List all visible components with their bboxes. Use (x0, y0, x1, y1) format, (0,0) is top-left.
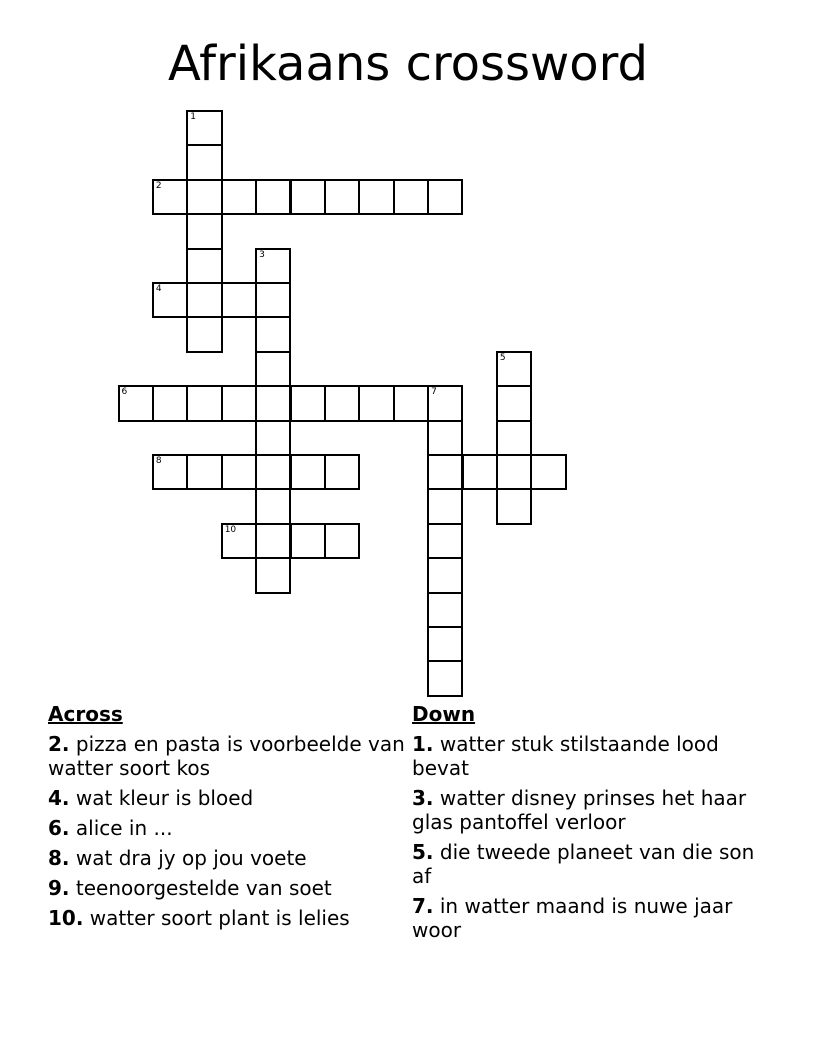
grid-cell[interactable] (427, 385, 463, 421)
clue-number: 9. (48, 876, 70, 900)
grid-cell[interactable] (427, 592, 463, 628)
across-clues (48, 702, 410, 936)
grid-cell[interactable] (152, 454, 188, 490)
grid-cell[interactable] (358, 179, 394, 215)
grid-cell[interactable] (255, 454, 291, 490)
grid-cell[interactable] (530, 454, 566, 490)
grid-cell[interactable] (496, 420, 532, 456)
clue-text: pizza en pasta is voorbeelde van watter soort kos (48, 732, 405, 780)
down-clue (412, 894, 772, 942)
cell-number: 10 (224, 524, 237, 535)
grid-cell[interactable] (152, 179, 188, 215)
grid-cell[interactable] (427, 523, 463, 559)
grid-cell[interactable] (152, 385, 188, 421)
down-clue (412, 840, 772, 888)
grid-cell[interactable] (186, 282, 222, 318)
clue-number: 6. (48, 816, 70, 840)
grid-cell[interactable] (290, 385, 326, 421)
grid-cell[interactable] (358, 385, 394, 421)
grid-cell[interactable] (496, 488, 532, 524)
cell-number: 4 (155, 284, 162, 294)
grid-cell[interactable] (221, 454, 257, 490)
clue-number: 7. (412, 894, 434, 918)
cell-number: 8 (155, 456, 162, 466)
grid-cell[interactable] (427, 557, 463, 593)
down-clues (412, 702, 772, 948)
cell-number: 6 (121, 387, 128, 398)
grid-cell[interactable] (290, 523, 326, 559)
clue-number: 2. (48, 732, 70, 756)
clue-text: die tweede planeet van die son af (412, 840, 755, 888)
grid-cell[interactable] (255, 179, 291, 215)
grid-cell[interactable] (221, 179, 257, 215)
grid-cell[interactable] (118, 385, 154, 421)
clue-text: watter disney prinses het haar glas pantoffel verloor (412, 786, 747, 834)
across-clue (48, 876, 410, 900)
grid-cell[interactable] (324, 385, 360, 421)
clue-text: wat dra jy op jou voete (75, 846, 307, 870)
grid-cell[interactable] (427, 179, 463, 215)
clue-number: 5. (412, 840, 434, 864)
grid-cell[interactable] (255, 351, 291, 387)
cell-number: 7 (431, 387, 437, 398)
across-clue (48, 732, 410, 780)
across-clue (48, 816, 410, 840)
grid-cell[interactable] (255, 385, 291, 421)
clue-text: teenoorgestelde van soet (75, 876, 332, 900)
grid-cell[interactable] (255, 523, 291, 559)
clue-number: 1. (412, 732, 434, 756)
grid-cell[interactable] (427, 454, 463, 490)
grid-cell[interactable] (186, 110, 222, 146)
grid-cell[interactable] (393, 385, 429, 421)
grid-cell[interactable] (221, 523, 257, 559)
grid-cell[interactable] (255, 557, 291, 593)
grid-cell[interactable] (427, 626, 463, 662)
grid-cell[interactable] (427, 488, 463, 524)
grid-cell[interactable] (496, 454, 532, 490)
grid-cell[interactable] (186, 144, 222, 180)
grid-cell[interactable] (290, 179, 326, 215)
grid-cell[interactable] (186, 454, 222, 490)
grid-cell[interactable] (186, 385, 222, 421)
grid-cell[interactable] (186, 213, 222, 249)
grid-cell[interactable] (462, 454, 498, 490)
clue-number: 4. (48, 786, 70, 810)
grid-cell[interactable] (427, 420, 463, 456)
across-heading: Across (48, 702, 123, 726)
grid-cell[interactable] (427, 660, 463, 696)
grid-cell[interactable] (255, 420, 291, 456)
grid-cell[interactable] (152, 282, 188, 318)
grid-cell[interactable] (324, 179, 360, 215)
grid-cell[interactable] (186, 316, 222, 352)
cell-number: 5 (499, 352, 506, 363)
clue-number: 10. (48, 906, 84, 930)
grid-cell[interactable] (221, 282, 257, 318)
clue-number: 8. (48, 846, 70, 870)
grid-cell[interactable] (496, 351, 532, 387)
grid-cell[interactable] (255, 488, 291, 524)
clue-text: in watter maand is nuwe jaar woor (412, 894, 733, 942)
grid-cell[interactable] (324, 523, 360, 559)
grid-cell[interactable] (290, 454, 326, 490)
cell-number: 3 (259, 249, 265, 260)
across-clue (48, 786, 410, 810)
clue-text: watter soort plant is lelies (89, 906, 350, 930)
grid-cell[interactable] (496, 385, 532, 421)
grid-cell[interactable] (186, 248, 222, 284)
cell-number: 2 (155, 180, 162, 191)
down-heading: Down (412, 702, 476, 726)
down-clue (412, 732, 772, 780)
grid-cell[interactable] (255, 282, 291, 318)
grid-cell[interactable] (255, 316, 291, 352)
across-clue (48, 906, 410, 930)
grid-cell[interactable] (255, 248, 291, 284)
page-title: Afrikaans crossword (168, 36, 648, 92)
grid-cell[interactable] (324, 454, 360, 490)
grid-cell[interactable] (186, 179, 222, 215)
clue-text: alice in ... (75, 816, 173, 840)
across-clue (48, 846, 410, 870)
clue-text: wat kleur is bloed (75, 786, 254, 810)
clue-text: watter stuk stilstaande lood bevat (412, 732, 719, 780)
down-clue (412, 786, 772, 834)
clue-number: 3. (412, 786, 434, 810)
cell-number: 1 (190, 112, 197, 122)
grid-cell[interactable] (393, 179, 429, 215)
grid-cell[interactable] (221, 385, 257, 421)
